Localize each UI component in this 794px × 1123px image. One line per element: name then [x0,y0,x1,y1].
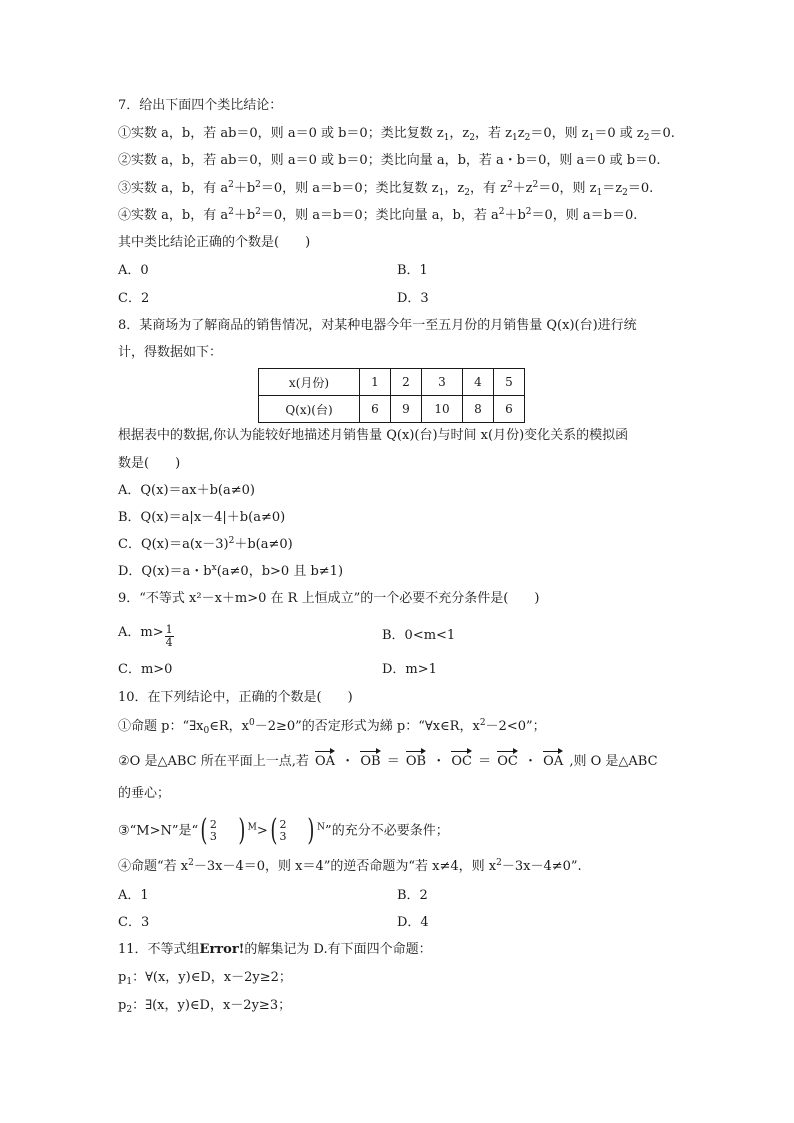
q10-statement-2-cont: 的垂心； [118,786,171,801]
table-cell: 10 [422,396,463,423]
table-cell: 6 [494,396,525,423]
table-cell: 2 [391,369,422,396]
q9-option-b: B．0<m<1 [382,628,456,643]
q9-stem: 9．“不等式 x²－x＋m>0 在 R 上恒成立”的一个必要不充分条件是( ) [118,591,540,606]
q10-statement-3: ③“M>N”是“( 2 3 ) $^M$>( 2 3 ) $^N$”的充分不必要条件； [118,813,449,848]
table-row [259,396,525,423]
q10-option-b: B．2 [397,888,428,903]
q10-statement-1: ①命题 p：“$\exists x_0\in R$，$x^0-2\ge 0$”的否定形式为綈 p：“∀x∈R，$x^2-2<0$”； [118,718,546,736]
q10-option-a: A．1 [118,888,149,903]
q8-ask-line-2: 数是( ) [118,456,181,471]
q7-statement-4: ④实数 a，b，有 $a^2+b^2=0$，则 a＝b＝0；类比向量 a，b，若 $a^2+b^2=0$，则 a＝b＝0. [118,207,638,223]
q8-option-c: C．$Q(x)=a(x-3)^2+b(a\ne 0)$ [118,536,293,552]
q8-data-table [258,368,525,423]
q7-option-d: D．3 [397,291,429,306]
table-cell: 9 [391,396,422,423]
q7-option-a: A．0 [118,263,149,278]
q9-option-a: A．m> $\frac{1}{4}$ [118,623,173,649]
q10-statement-4: ④命题“若 $x^2-3x-4=0$，则 x＝4”的逆否命题为“若 x≠4，则 $x^2-3x-4\ne 0$”. [118,858,582,874]
q8-ask-line-1: 根据表中的数据,你认为能较好地描述月销售量 Q(x)(台)与时间 x(月份)变化关系的模拟函 [118,428,629,443]
table-cell: 1 [360,369,391,396]
table-cell: 4 [463,369,494,396]
table-cell: 3 [422,369,463,396]
q7-stem: 7．给出下面四个类比结论： [118,98,283,113]
q11-proposition-p2: $p_2$：∃(x，y)∈D，x－2y≥3； [118,998,292,1015]
q8-stem-line-1: 8．某商场为了解商品的销售情况，对某种电器今年一至五月份的月销售量 Q(x)(台)进行统 [118,318,637,333]
table-cell: 8 [463,396,494,423]
table-cell: 6 [360,396,391,423]
q8-option-b: B．Q(x)＝a|x－4|＋b(a≠0) [118,510,286,525]
q7-statement-3: ③实数 a，b，有 $a^2+b^2=0$，则 a＝b＝0；类比复数 $z_1$，$z_2$，有 $z^2+z^2=0$，则 $z_1=z_2=0$. [118,180,654,198]
q8-option-a: A．Q(x)＝ax＋b(a≠0) [118,483,255,498]
q8-stem-line-2: 计，得数据如下： [118,345,223,360]
table-row [259,369,525,396]
q7-option-c: C．2 [118,291,150,306]
q7-ask: 其中类比结论正确的个数是( ) [118,235,311,250]
q9-option-d: D．m>1 [382,662,437,677]
q7-statement-2: ②实数 a，b，若 ab＝0，则 a＝0 或 b＝0；类比向量 a，b，若 a・b＝0，则 a＝0 或 b＝0. [118,153,661,168]
q10-statement-2: ②O 是△ABC 所在平面上一点,若 OA ・ OB ＝ OB ・ OC ＝ OC ・ OA ,则 O 是△ABC [118,748,658,770]
error-marker: Error! [199,942,245,957]
table-cell: 5 [494,369,525,396]
q10-option-d: D．4 [397,915,429,930]
q7-option-b: B．1 [397,263,428,278]
table-cell: Q(x)(台) [259,396,360,423]
q7-statement-1: ①实数 a，b，若 ab＝0，则 a＝0 或 b＝0；类比复数 $z_1$，$z_2$，若 $z_1z_2=0$，则 $z_1=0$ 或 $z_2=0$. [118,126,675,143]
q8-option-d: D．Q(x)＝a・$b^x(a\ne 0$，b>0 且 b≠1) [118,563,344,579]
q11-stem: 11．不等式组Error!的解集记为 D.有下面四个命题： [118,942,432,957]
q9-option-c: C．m>0 [118,662,173,677]
table-cell: x(月份) [259,369,360,396]
q11-proposition-p1: $p_1$：∀(x，y)∈D，x－2y≥2； [118,970,292,987]
q10-stem: 10．在下列结论中，正确的个数是( ) [118,690,353,705]
q10-option-c: C．3 [118,915,150,930]
